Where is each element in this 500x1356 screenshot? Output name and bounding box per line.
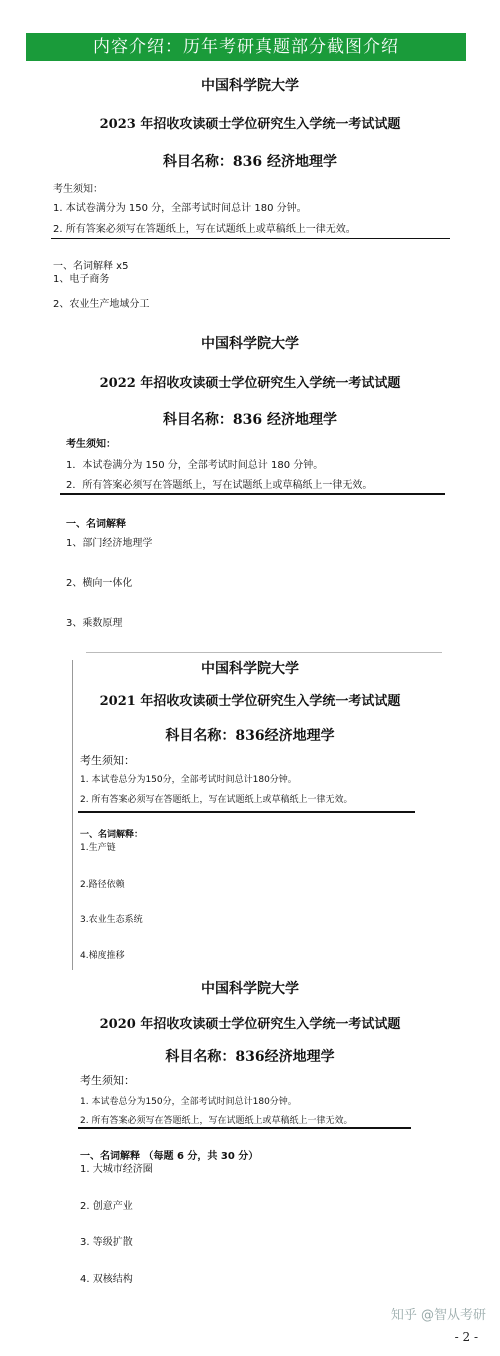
note-line: 1. 本试卷满分为 150 分，全部考试时间总计 180 分钟。 [53, 203, 307, 214]
subject-name: 科目名称：836经济地理学 [165, 1049, 335, 1065]
term-item: 4.梯度推移 [80, 951, 125, 961]
notes-heading: 考生须知： [66, 439, 116, 450]
note-line: 2. 所有答案必须写在答题纸上，写在试题纸上或草稿纸上一律无效。 [53, 224, 356, 235]
subject-name: 科目名称：836 经济地理学 [162, 154, 338, 170]
scan-edge [86, 652, 442, 653]
subject-name: 科目名称：836 经济地理学 [162, 412, 338, 428]
term-item: 3. 等级扩散 [80, 1237, 133, 1248]
section-heading: 一、名词解释 [66, 519, 126, 530]
term-item: 3.农业生态系统 [80, 915, 143, 925]
notes-heading: 考生须知： [80, 754, 135, 767]
divider [78, 1127, 411, 1129]
page-number: - 2 - [454, 1330, 478, 1344]
note-line: 1. 本试卷总分为150分，全部考试时间总计180分钟。 [80, 775, 297, 785]
term-item: 3、乘数原理 [66, 618, 123, 629]
term-item: 2.路径依赖 [80, 880, 125, 890]
section-heading: 一、名词解释 （每题 6 分，共 30 分） [80, 1151, 259, 1162]
term-item: 1、电子商务 [53, 274, 110, 285]
note-line: 2. 所有答案必须写在答题纸上，写在试题纸上或草稿纸上一律无效。 [80, 795, 353, 805]
note-line: 1．本试卷满分为 150 分，全部考试时间总计 180 分钟。 [66, 460, 324, 471]
divider [78, 811, 415, 813]
divider [60, 493, 445, 495]
exam-title: 2023 年招收攻读硕士学位研究生入学统一考试试题 [99, 117, 401, 132]
term-item: 2、横向一体化 [66, 578, 133, 589]
term-item: 2. 创意产业 [80, 1201, 133, 1212]
notes-heading: 考生须知： [80, 1074, 135, 1087]
university-name: 中国科学院大学 [201, 336, 299, 352]
note-line: 2．所有答案必须写在答题纸上，写在试题纸上或草稿纸上一律无效。 [66, 480, 373, 491]
exam-title: 2021 年招收攻读硕士学位研究生入学统一考试试题 [99, 694, 401, 709]
exam-title: 2020 年招收攻读硕士学位研究生入学统一考试试题 [99, 1017, 401, 1032]
section-heading: 一、名词解释 x5 [53, 261, 129, 272]
section-heading: 一、名词解释： [80, 830, 144, 840]
subject-name: 科目名称：836经济地理学 [165, 728, 335, 744]
note-line: 2. 所有答案必须写在答题纸上，写在试题纸上或草稿纸上一律无效。 [80, 1116, 353, 1126]
divider [51, 238, 450, 239]
university-name: 中国科学院大学 [201, 981, 299, 997]
notes-heading: 考生须知： [53, 184, 103, 195]
university-name: 中国科学院大学 [201, 78, 299, 94]
term-item: 1、部门经济地理学 [66, 538, 153, 549]
watermark: 知乎 @智从考研 [390, 1308, 486, 1323]
term-item: 2、农业生产地域分工 [53, 299, 150, 310]
exam-title: 2022 年招收攻读硕士学位研究生入学统一考试试题 [99, 376, 401, 391]
intro-banner: 内容介绍：历年考研真题部分截图介绍 [26, 33, 466, 61]
term-item: 1. 大城市经济圈 [80, 1164, 153, 1175]
term-item: 1.生产链 [80, 843, 116, 853]
university-name: 中国科学院大学 [201, 661, 299, 677]
term-item: 4. 双核结构 [80, 1274, 133, 1285]
note-line: 1. 本试卷总分为150分，全部考试时间总计180分钟。 [80, 1097, 297, 1107]
